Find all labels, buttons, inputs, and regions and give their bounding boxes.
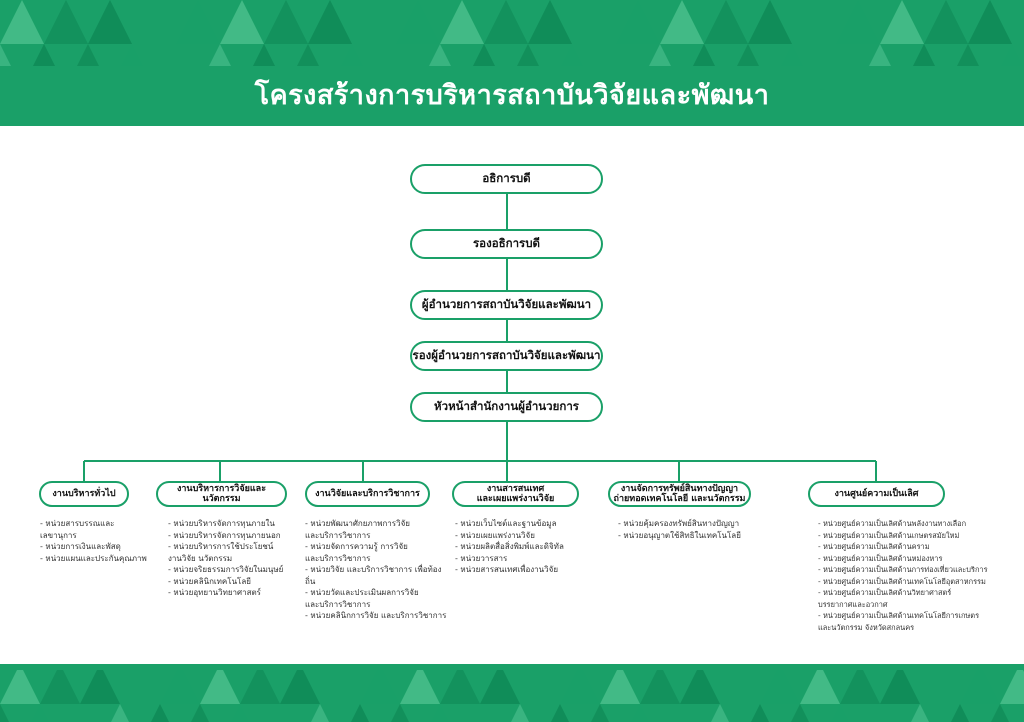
dept-label: งานบริหารทั่วไป (52, 489, 116, 499)
list-item: - หน่วยคุ้มครองทรัพย์สินทางปัญญา (618, 519, 740, 528)
node-deputy-director: รองผู้อำนวยการสถาบันวิจัยและพัฒนา (410, 341, 603, 371)
list-item: - หน่วยเว็บไซต์และฐานข้อมูล (455, 519, 557, 528)
dept-label: งานสารสนเทศ และเผยแพร่งานวิจัย (476, 484, 555, 504)
node-president: อธิการบดี (410, 164, 603, 194)
list-item: - หน่วยศูนย์ความเป็นเลิศด้านเกษตรสมัยใหม่ (818, 530, 960, 540)
dept-label: งานวิจัยและบริการวิชาการ (315, 489, 420, 499)
unit-list-research-innovation-admin (168, 518, 298, 599)
list-item: - หน่วยคลินิกเทคโนโลยี (168, 576, 251, 586)
list-item: - หน่วยจริยธรรมการวิจัยในมนุษย์ (168, 565, 284, 574)
node-vice-president: รองอธิการบดี (410, 229, 603, 259)
list-item: - หน่วยสารบรรณและเลขานุการ (40, 519, 115, 540)
node-director: ผู้อำนวยการสถาบันวิจัยและพัฒนา (410, 290, 603, 320)
list-item: - หน่วยจัดการความรู้ การวิจัย และบริการวิชาการ (305, 542, 408, 563)
dept-excellence-center (808, 481, 945, 507)
list-item: - หน่วยแผนและประกันคุณภาพ (40, 553, 147, 563)
node-head-of-office: หัวหน้าสำนักงานผู้อำนวยการ (410, 392, 603, 422)
list-item: - หน่วยบริหารจัดการทุนภายใน (168, 519, 275, 528)
unit-list-general-admin (40, 518, 150, 564)
list-item: - หน่วยสารสนเทศเพื่องานวิจัย (455, 565, 559, 574)
list-item: - หน่วยวารสาร (455, 553, 508, 563)
list-item: - หน่วยบริหารจัดการทุนภายนอก (168, 530, 281, 540)
list-item: - หน่วยเผยแพร่งานวิจัย (455, 530, 535, 540)
list-item: - หน่วยศูนย์ความเป็นเลิศด้านวิทยาศาสตร์ บรรยากาศและอวกาศ (818, 588, 952, 609)
dept-information-publication (452, 481, 579, 507)
dept-research-academic-service (305, 481, 430, 507)
list-item: - หน่วยศูนย์ความเป็นเลิศด้านเทคโนโลยีการเกษตร และนวัตกรรม จังหวัดสกลนคร (818, 611, 980, 632)
dept-label: งานจัดการทรัพย์สินทางปัญญา ถ่ายทอดเทคโนโลยี และนวัตกรรม (613, 484, 746, 504)
list-item: - หน่วยผลิตสื่อสิ่งพิมพ์และดิจิทัล (455, 542, 564, 551)
list-item: - หน่วยอนุญาตใช้สิทธิในเทคโนโลยี (618, 530, 741, 540)
unit-list-intellectual-property (618, 518, 768, 541)
dept-label: งานบริหารการวิจัยและนวัตกรรม (176, 484, 267, 504)
dept-intellectual-property (608, 481, 751, 507)
list-item: - หน่วยบริหารการใช้ประโยชน์ งานวิจัย นวัตกรรม (168, 542, 274, 563)
list-item: - หน่วยศูนย์ความเป็นเลิศด้านการท่องเที่ยวและบริการ (818, 565, 988, 574)
dept-research-innovation-admin (156, 481, 287, 507)
list-item: - หน่วยศูนย์ความเป็นเลิศด้านหม่องหาร (818, 553, 943, 563)
list-item: - หน่วยศูนย์ความเป็นเลิศด้านเทคโนโลยีอุตสาหกรรม (818, 576, 986, 586)
list-item: - หน่วยคลินิกการวิจัย และบริการวิชาการ (305, 611, 447, 620)
dept-general-admin (39, 481, 129, 507)
unit-list-information-publication (455, 518, 600, 576)
unit-list-excellence-center (818, 518, 1018, 633)
dept-label: งานศูนย์ความเป็นเลิศ (834, 489, 919, 499)
page-title: โครงสร้างการบริหารสถาบันวิจัยและพัฒนา (254, 80, 770, 111)
list-item: - หน่วยวิจัย และบริการวิชาการ เพื่อท้องถิ่น (305, 565, 442, 586)
list-item: - หน่วยอุทยานวิทยาศาสตร์ (168, 588, 261, 597)
list-item: - หน่วยศูนย์ความเป็นเลิศด้านพลังงานทางเลือก (818, 519, 967, 528)
list-item: - หน่วยการเงินและพัสดุ (40, 542, 121, 551)
list-item: - หน่วยวัดและประเมินผลการวิจัย และบริการวิชาการ (305, 588, 419, 609)
list-item: - หน่วยพัฒนาศักยภาพการวิจัย และบริการวิชาการ (305, 519, 410, 540)
list-item: - หน่วยศูนย์ความเป็นเลิศด้านคราม (818, 542, 930, 551)
unit-list-research-academic-service (305, 518, 450, 622)
